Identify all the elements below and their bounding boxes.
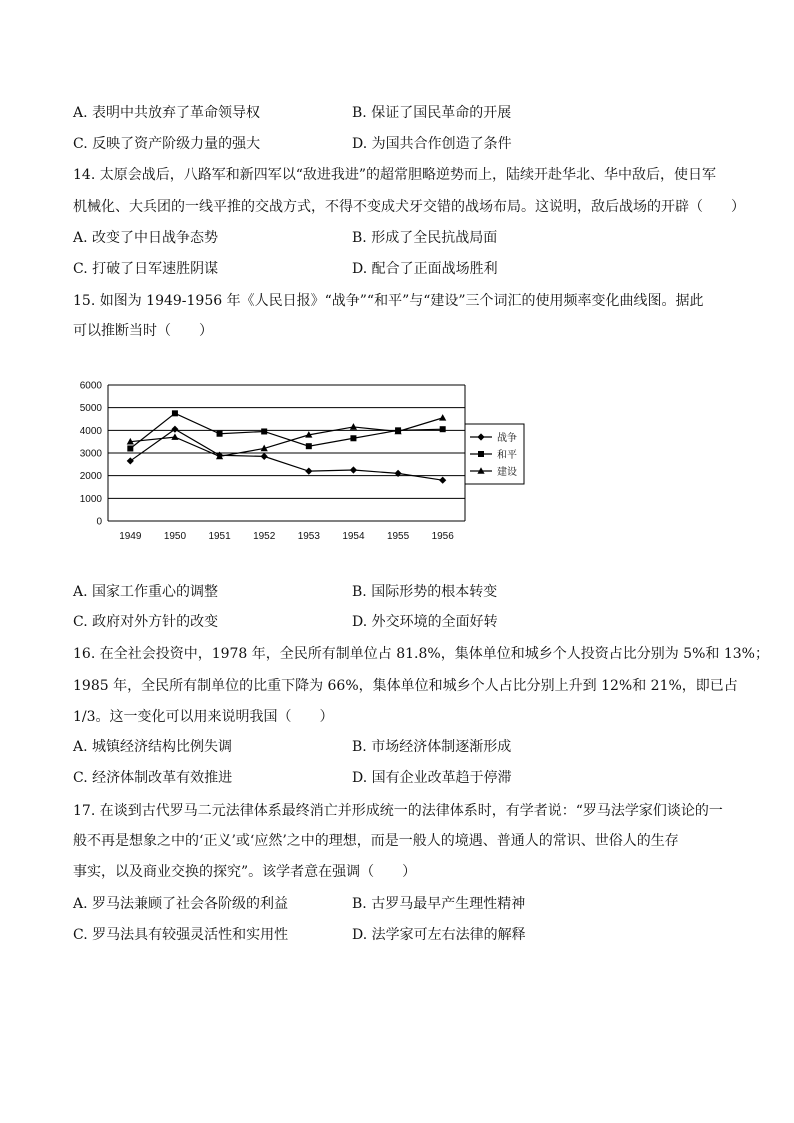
q15-stem-line-2: 可以推断当时（ ） — [73, 323, 213, 339]
q17-option-c: C. 罗马法具有较强灵活性和实用性 — [73, 927, 289, 943]
legend-label: 建设 — [497, 467, 517, 478]
x-tick-label: 1956 — [431, 531, 454, 542]
q15-option-d: D. 外交环境的全面好转 — [352, 614, 498, 630]
y-tick-label: 5000 — [79, 403, 102, 415]
q17-stem-line-1: 17. 在谈到古代罗马二元法律体系最终消亡并形成统一的法律体系时，有学者说：“罗马法学家们谈论的一 — [73, 803, 723, 819]
q13-option-d: D. 为国共合作创造了条件 — [352, 136, 512, 152]
x-tick-label: 1955 — [386, 531, 410, 542]
q15-stem-line-1: 15. 如图为 1949-1956 年《人民日报》“战争”“和平”与“建设”三个词汇的使用频率变化曲线图。据此 — [73, 293, 704, 309]
q14-option-b: B. 形成了全民抗战局面 — [352, 230, 498, 246]
q13-option-b: B. 保证了国民革命的开展 — [352, 105, 512, 121]
x-tick-label: 1952 — [253, 531, 276, 542]
chart-gridlines — [108, 385, 465, 521]
q15-option-b: B. 国际形势的根本转变 — [352, 584, 498, 600]
point-marker-diamond — [350, 466, 357, 473]
x-tick-label: 1950 — [163, 531, 187, 542]
point-marker-square — [350, 435, 356, 441]
point-marker-square — [172, 410, 178, 416]
point-marker-square — [478, 451, 484, 457]
point-marker-diamond — [439, 477, 446, 484]
y-tick-label: 1000 — [79, 493, 102, 505]
q17-option-a: A. 罗马法兼顾了社会各阶级的利益 — [73, 896, 289, 912]
x-tick-label: 1954 — [342, 531, 365, 542]
y-tick-label: 6000 — [79, 380, 102, 392]
point-marker-triangle — [171, 433, 178, 440]
x-tick-label: 1949 — [119, 531, 142, 542]
y-tick-label: 0 — [96, 516, 102, 528]
point-marker-triangle — [439, 414, 446, 421]
q14-option-c: C. 打破了日军速胜阴谋 — [73, 261, 219, 277]
q13-option-a: A. 表明中共放弃了革命领导权 — [73, 105, 261, 121]
q17-stem-line-3: 事实，以及商业交换的探究”。该学者意在强调（ ） — [73, 864, 417, 880]
q16-option-c: C. 经济体制改革有效推进 — [73, 770, 233, 786]
q15-option-a: A. 国家工作重心的调整 — [73, 584, 219, 600]
q16-option-a: A. 城镇经济结构比例失调 — [73, 739, 233, 755]
q14-stem-line-1: 14. 太原会战后，八路军和新四军以“敌进我进”的超常胆略逆势而上，陆续开赴华北、华中敌后，使日军 — [73, 167, 717, 183]
x-tick-label: 1951 — [208, 531, 231, 542]
point-marker-diamond — [305, 468, 312, 475]
chart-series — [127, 410, 447, 483]
q16-stem-line-3: 1/3。这一变化可以用来说明我国（ ） — [73, 709, 334, 725]
y-tick-label: 3000 — [79, 448, 102, 460]
legend-label: 战争 — [497, 433, 517, 444]
frequency-line-chart — [60, 375, 540, 550]
q17-stem-line-2: 般不再是想象之中的‘正义’或‘应然’之中的理想，而是一般人的境遇、普通人的常识、世俗人的生存 — [73, 833, 679, 849]
q13-option-c: C. 反映了资产阶级力量的强大 — [73, 136, 261, 152]
chart-legend — [465, 424, 524, 484]
y-tick-label: 4000 — [79, 425, 102, 437]
q14-stem-line-2: 机械化、大兵团的一线平推的交战方式，不得不变成犬牙交错的战场布局。这说明，敌后战场的开辟（ ） — [73, 199, 745, 215]
q15-option-c: C. 政府对外方针的改变 — [73, 614, 219, 630]
series-triangle — [127, 414, 447, 459]
q16-option-b: B. 市场经济体制逐渐形成 — [352, 739, 512, 755]
chart-axes — [80, 381, 465, 543]
point-marker-square — [127, 445, 133, 451]
point-marker-square — [217, 431, 223, 437]
x-tick-label: 1953 — [297, 531, 320, 542]
q16-option-d: D. 国有企业改革趋于停滞 — [352, 770, 512, 786]
q17-option-d: D. 法学家可左右法律的解释 — [352, 927, 526, 943]
series-line — [130, 418, 442, 457]
point-marker-square — [440, 426, 446, 432]
q16-stem-line-1: 16. 在全社会投资中，1978 年，全民所有制单位占 81.8%，集体单位和城乡个人投资占比分别为 5%和 13%； — [73, 646, 769, 662]
point-marker-triangle — [350, 423, 357, 430]
q16-stem-line-2: 1985 年，全民所有制单位的比重下降为 66%，集体单位和城乡个人占比分别上升到 12%和 21%，即已占 — [73, 678, 738, 694]
q17-option-b: B. 古罗马最早产生理性精神 — [352, 896, 526, 912]
q14-option-a: A. 改变了中日战争态势 — [73, 230, 219, 246]
y-tick-label: 2000 — [79, 471, 102, 483]
point-marker-square — [261, 428, 267, 434]
point-marker-square — [306, 443, 312, 449]
q14-option-d: D. 配合了正面战场胜利 — [352, 261, 498, 277]
legend-label: 和平 — [497, 450, 517, 461]
point-marker-diamond — [261, 453, 268, 460]
